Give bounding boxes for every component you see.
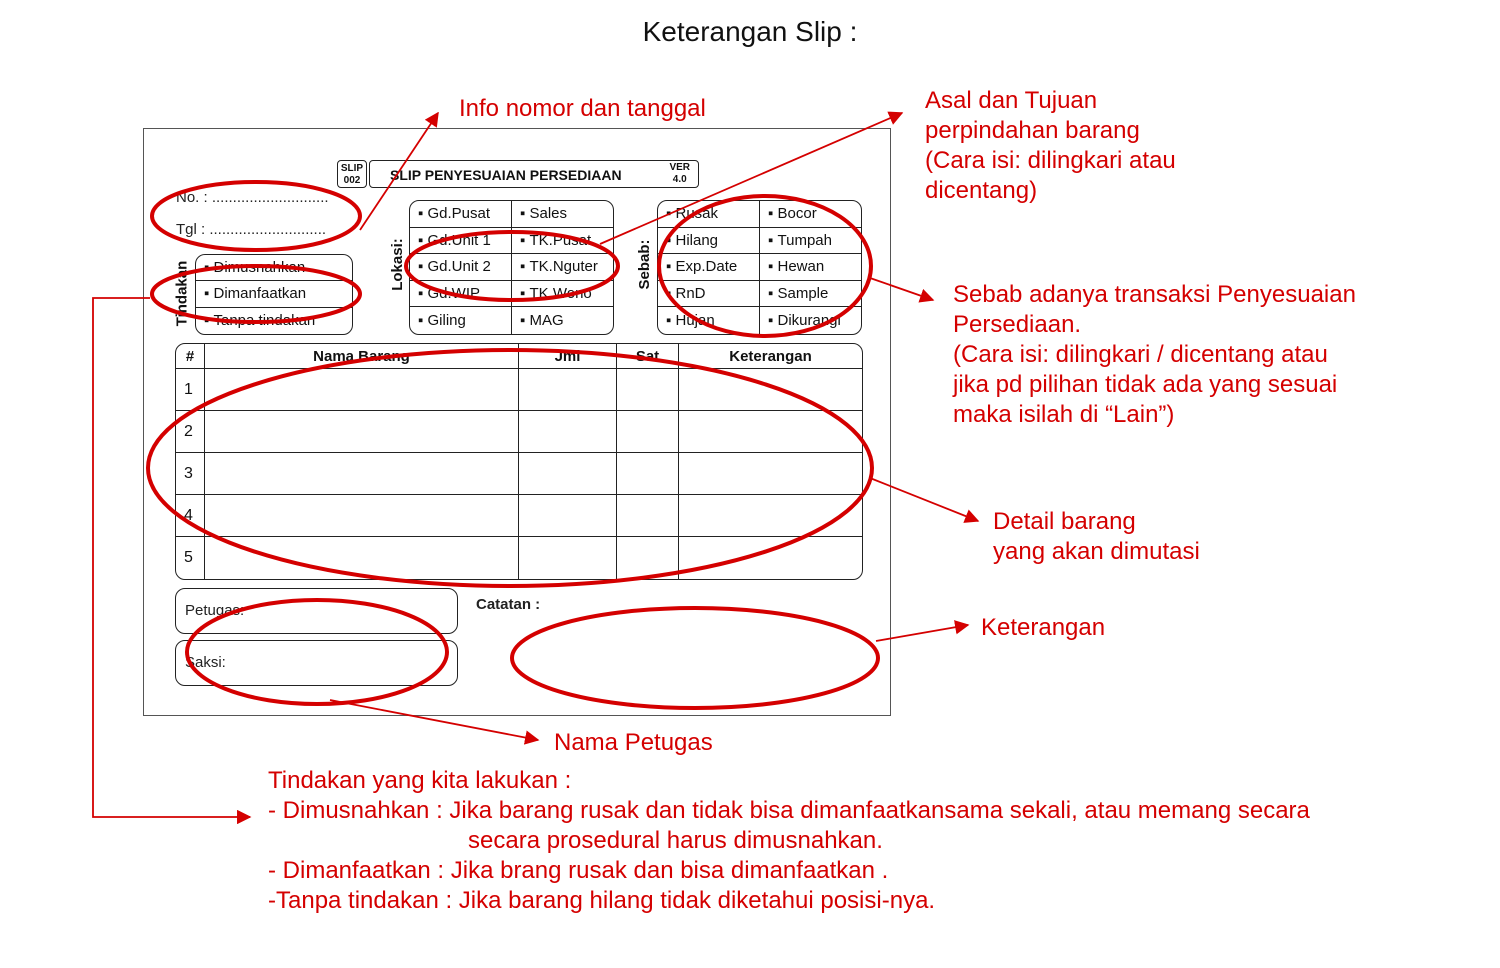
lokasi-option[interactable]: ▪ Gd.WIP xyxy=(410,281,512,308)
slip-code-top: SLIP xyxy=(340,163,364,174)
lokasi-option[interactable]: ▪ MAG xyxy=(520,312,564,330)
lokasi-option[interactable]: ▪ TK.Nguter xyxy=(512,254,613,281)
table-header-cell: # xyxy=(176,344,205,369)
lokasi-option[interactable]: ▪ Gd.Unit 2 xyxy=(410,254,512,281)
tindakan-option[interactable]: ▪ Dimusnahkan xyxy=(196,255,352,281)
sebab-option[interactable]: ▪ Hilang xyxy=(658,228,760,255)
sebab-option[interactable]: ▪ Dikurangi xyxy=(768,312,841,330)
page-title: Keterangan Slip : xyxy=(642,16,858,47)
table-header-cell: Keterangan xyxy=(679,344,862,369)
slip-version-top: VER xyxy=(669,162,690,173)
lokasi-option[interactable]: ▪ Gd.Pusat xyxy=(410,201,512,228)
circle-no-tgl xyxy=(152,182,360,250)
table-header-cell: Jml xyxy=(519,344,617,369)
sebab-option[interactable]: ▪ Tumpah xyxy=(760,228,861,255)
arrow-sebab xyxy=(870,278,933,300)
lokasi-label: Lokasi: xyxy=(389,238,406,291)
row-number: 1 xyxy=(176,369,205,411)
table-header-cell: Nama Barang xyxy=(205,344,519,369)
annotation-tindakan: Tindakan yang kita lakukan : - Dimusnahkan : Jika barang rusak dan tidak bisa dimanfaatkansama sekali, atau memang secara secara prosedural harus dimusnahkan. - Dimanfaatkan : Jika brang rusak dan bisa dimanfaatkan . -Tanpa tindakan : Jika barang hilang tidak diketahui posisi-nya. xyxy=(268,767,1310,914)
saksi-label: Saksi: xyxy=(185,654,226,671)
sebab-option[interactable]: ▪ Rusak xyxy=(658,201,760,228)
lokasi-option[interactable]: ▪ TK.Wono xyxy=(512,281,613,308)
arrow-keterangan xyxy=(876,625,968,641)
arrow-asal xyxy=(600,113,902,244)
lokasi-option[interactable]: ▪ Sales xyxy=(512,201,613,228)
annotation-info: Info nomor dan tanggal xyxy=(459,95,706,122)
annotation-nama-petugas: Nama Petugas xyxy=(554,729,713,756)
arrow-detail xyxy=(870,478,978,521)
sebab-option[interactable]: ▪ RnD xyxy=(658,281,760,308)
arrow-tindakan xyxy=(93,298,250,817)
row-number: 4 xyxy=(176,495,205,537)
tgl-field: Tgl : ............................ xyxy=(176,221,327,238)
row-number: 5 xyxy=(176,537,205,579)
table-header-cell: Sat xyxy=(617,344,679,369)
lokasi-option[interactable]: ▪ Giling xyxy=(410,307,512,334)
no-field: No. : ............................ xyxy=(176,189,329,206)
sebab-option[interactable]: ▪ Sample xyxy=(760,281,861,308)
slip-code-bottom: 002 xyxy=(343,175,361,186)
circle-table xyxy=(148,350,872,586)
annotation-detail: Detail barang yang akan dimutasi xyxy=(993,508,1200,565)
annotation-keterangan: Keterangan xyxy=(981,614,1106,641)
tindakan-label: Tindakan xyxy=(173,260,191,327)
slip-version-bottom: 4.0 xyxy=(672,174,687,185)
circle-petugas xyxy=(187,600,447,704)
arrow-petugas xyxy=(330,700,538,740)
circle-catatan xyxy=(512,608,878,708)
sebab-option[interactable]: ▪ Exp.Date xyxy=(658,254,760,281)
sebab-option[interactable]: ▪ Bocor xyxy=(760,201,861,228)
row-number: 3 xyxy=(176,453,205,495)
circle-lokasi xyxy=(406,232,618,300)
sebab-option[interactable]: ▪ Hewan xyxy=(760,254,861,281)
tindakan-option[interactable]: ▪ Dimanfaatkan xyxy=(196,281,352,307)
petugas-label: Petugas: xyxy=(185,602,245,619)
circle-sebab xyxy=(659,196,871,336)
sebab-option[interactable]: ▪ Hujan xyxy=(658,307,760,334)
lokasi-option[interactable]: ▪ Gd.Unit 1 xyxy=(410,228,512,255)
annotation-sebab: Sebab adanya transaksi Penyesuaian Persediaan. (Cara isi: dilingkari / dicentang atau jika pd pilihan tidak ada yang sesuai maka isilah di “Lain”) xyxy=(953,281,1356,428)
lokasi-option[interactable]: ▪ TK.Pusat xyxy=(512,228,613,255)
tindakan-option[interactable]: ▪ Tanpa tindakan xyxy=(204,312,316,330)
catatan-label: Catatan : xyxy=(476,596,541,613)
arrow-info xyxy=(360,113,438,230)
sebab-label: Sebab: xyxy=(636,239,653,290)
annotation-asal: Asal dan Tujuan perpindahan barang (Cara isi: dilingkari atau dicentang) xyxy=(925,87,1176,204)
row-number: 2 xyxy=(176,411,205,453)
slip-title: SLIP PENYESUAIAN PERSEDIAAN xyxy=(390,167,622,183)
circle-tindakan xyxy=(152,266,360,322)
